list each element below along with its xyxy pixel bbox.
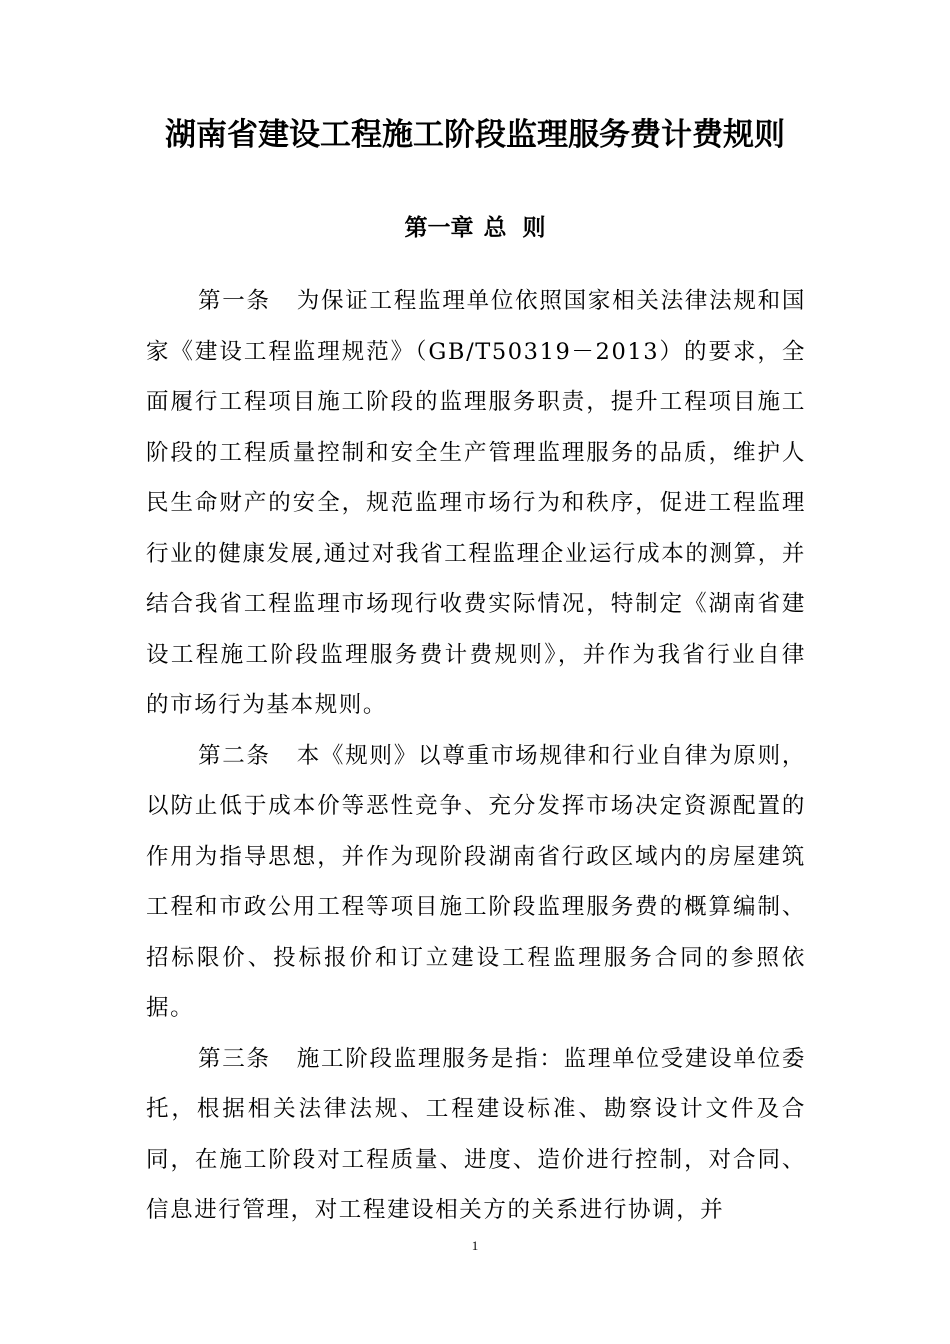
article-text: 施工阶段监理服务是指：监理单位受建设单位委托，根据相关法律法规、工程建设标准、勘察设计文件及合同，在施工阶段对工程质量、进度、造价进行控制，对合同、信息进行管理，对工程建设相关方的关系进行协调，并 bbox=[146, 1045, 806, 1223]
article-label: 第三条 bbox=[198, 1045, 271, 1072]
page-number: 1 bbox=[471, 1238, 479, 1253]
chapter-heading bbox=[0, 208, 950, 248]
chapter-name: 总 则 bbox=[483, 215, 546, 241]
chapter-label: 第一章 bbox=[404, 215, 474, 241]
article-3 bbox=[146, 1034, 806, 1236]
document-title: 湖南省建设工程施工阶段监理服务费计费规则 bbox=[165, 117, 785, 153]
article-1 bbox=[146, 276, 806, 731]
document-body bbox=[146, 276, 806, 1236]
article-text: 本《规则》以尊重市场规律和行业自律为原则，以防止低于成本价等恶性竞争、充分发挥市场决定资源配置的作用为指导思想，并作为现阶段湖南省行政区域内的房屋建筑工程和市政公用工程等项目施工阶段监理服务费的概算编制、招标限价、投标报价和订立建设工程监理服务合同的参照依据。 bbox=[146, 742, 806, 1021]
article-text: 为保证工程监理单位依照国家相关法律法规和国家《建设工程监理规范》（GB/T50319－2013）的要求，全面履行工程项目施工阶段的监理服务职责，提升工程项目施工阶段的工程质量控制和安全生产管理监理服务的品质，维护人民生命财产的安全，规范监理市场行为和秩序，促进工程监理行业的健康发展,通过对我省工程监理企业运行成本的测算，并结合我省工程监理市场现行收费实际情况，特制定《湖南省建设工程施工阶段监理服务费计费规则》，并作为我省行业自律的市场行为基本规则。 bbox=[146, 288, 806, 718]
article-label: 第一条 bbox=[198, 288, 271, 314]
article-2 bbox=[146, 731, 806, 1034]
article-label: 第二条 bbox=[198, 742, 271, 769]
